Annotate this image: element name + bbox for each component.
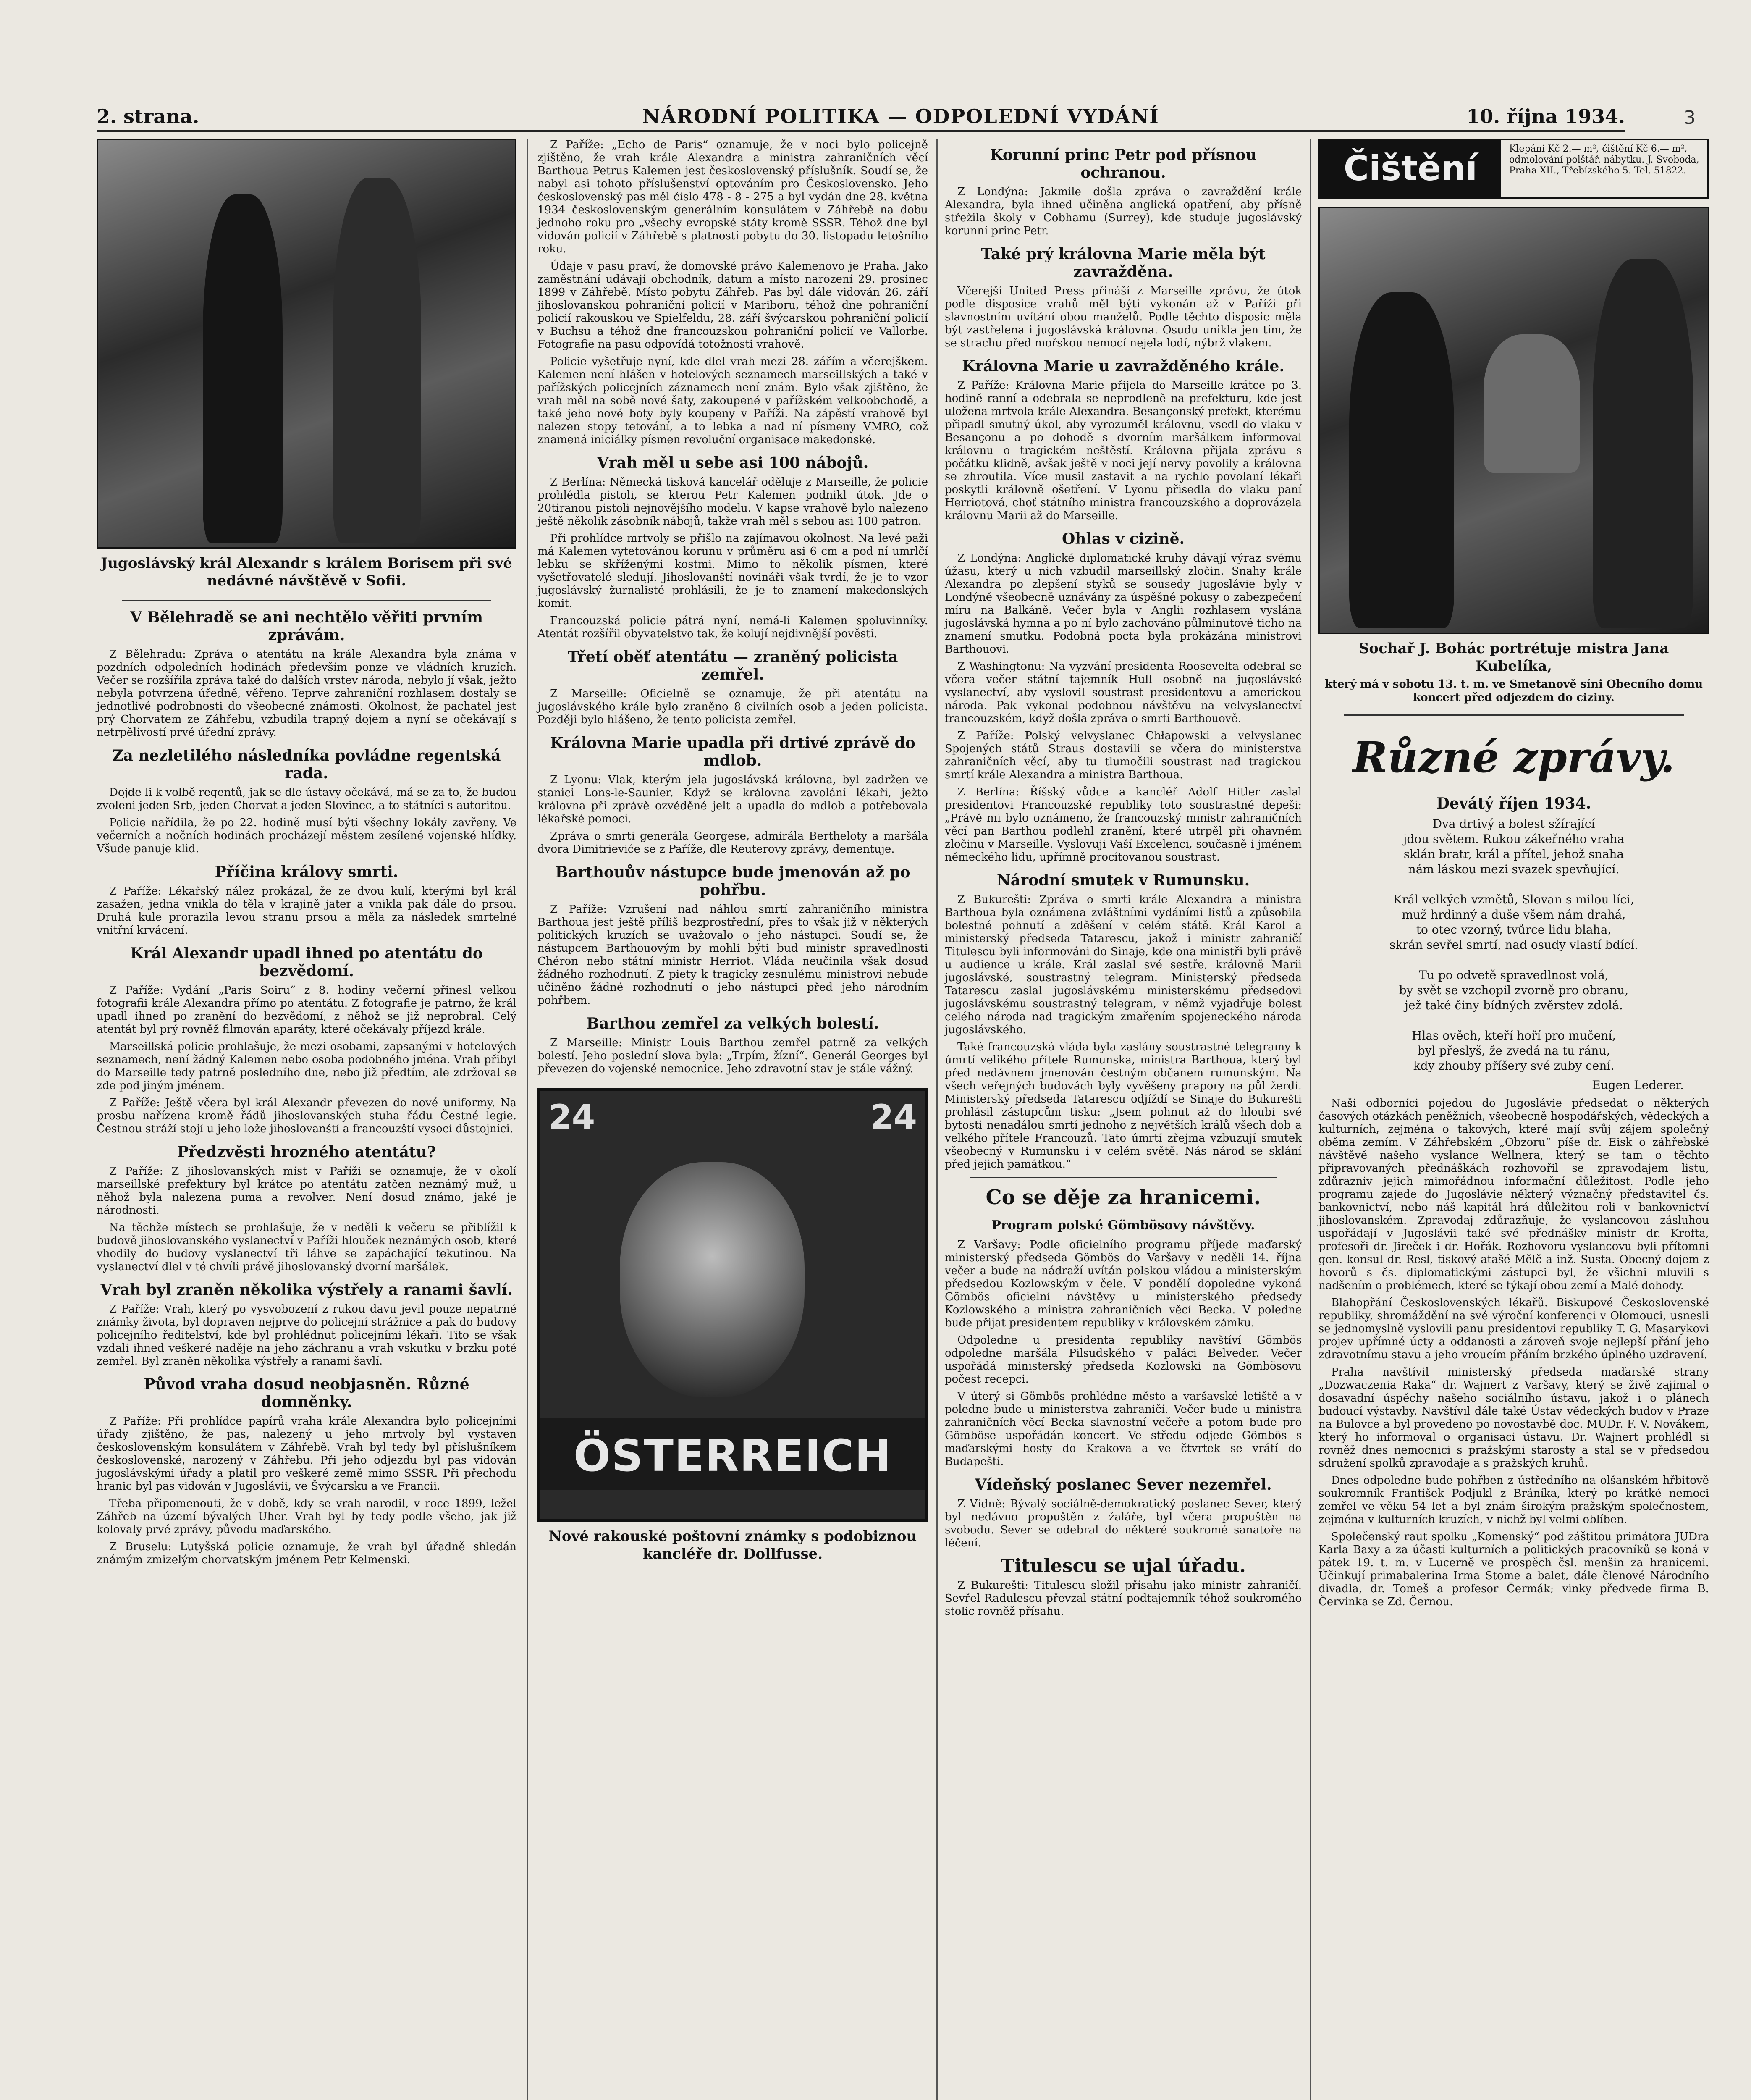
article-text: Z Bukurešti: Zpráva o smrti krále Alexandra a ministra Barthoua byla oznámena zvláštními vydáními listů a způsobila bolestné pohnutí a zděšení v celém státě. Král Karol a ministerský předseda Tatarescu, jakož i ministr zahraničí Titulescu byli informováni do Sinaje, kde ona ministři byli právě u audience u krále. Král zaslal své sestře, královně Marii jugoslávské, soustrastný telegram. Ministerský předseda Tatarescu zaslal jugoslávskému ministerskému předsedovi jugoslávskému soustrastný telegram, v němž vyjadřuje bolest celého národa nad tragickým zmařením spojeneckého národa jugoslávského. [945,893,1302,1036]
headline: Také prý královna Marie měla být zavražděna. [981,245,1266,281]
figure-silhouette [203,194,283,543]
column-rule [1310,139,1311,2100]
article-text: Marseillská policie prohlašuje, že mezi osobami, zapsanými v hotelových seznamech, není žádný Kalemen nebo osoba podobného jména. Vrah přibyl do Marseille tedy patrně posledního dne, nebo již předtím, ale zdržoval se zde pod jiným jménem. [97,1040,516,1092]
headline: Ohlas v cizině. [1062,530,1185,548]
headline: Za nezletilého následníka povládne regentská rada. [112,747,501,782]
stamp-value: 24 [548,1097,595,1137]
article-text: Dojde-li k volbě regentů, jak se dle ústavy očekává, má se za to, že budou zvoleni jeden Srb, jeden Chorvat a jeden Slovinec, a to státníci s autoritou. [97,786,516,812]
poem-line: sklán bratr, král a přítel, jehož snaha [1403,847,1624,861]
headline: V Bělehradě se ani nechtělo věřiti prvním zprávám. [130,609,483,644]
headline: Třetí oběť atentátu — zraněný policista zemřel. [567,648,898,683]
article-text: Z Vídně: Bývalý sociálně-demokratický poslanec Sever, který byl nedávno propuštěn z žaláře, byl včera propuštěn na svobodu. Sever se odebral do některé soukromé sanatoře na léčení. [945,1498,1302,1549]
headline: Král Alexandr upadl ihned po atentátu do bezvědomí. [130,945,483,980]
masthead: NÁRODNÍ POLITIKA — ODPOLEDNÍ VYDÁNÍ [642,105,1159,128]
news-item: Naši odborníci pojedou do Jugoslávie předsedat o některých časových otázkách peněžních, všeobecně hospodářských, vědeckých a kulturních, zejména o takových, které mají svůj zájem společný oběma zemím. V Záhřebském „Obzoru“ píše dr. Eisk o záhřebské návštěvě našeho vyslance Wellnera, který se tam o těchto připravovaných přednáškách rozhovořil se zpravodajem listu, zdůrazniv jejich mimořádnou informační důležitost. Podle jeho programu zajede do Jugoslávie některý význačný představitel čs. bankovnictví, nebo náš kapitál hrá důležitou roli v bankovnictví jihoslovanském. Zpravodaj zdůrazňuje, že vyslancovou zásluhou uspořádají v Jugoslávii také své přednášky ministr dr. Krofta, profesoři dr. Jireček i dr. Hořák. Rozhovoru vyslancovu byli přítomni gen. konsul dr. Resl, tiskový atašé Mělč a inž. Susta. Obecný dojem z hovorů s čs. diplomatickými zástupci byl, že všichni mluvili s nadšením o problémech, které se týkají obou zemí a Malé dohody. [1318,1097,1709,1292]
article-text: V úterý si Gömbös prohlédne město a varšavské letiště a v poledne bude u ministerstva zahraničí. Večer bude u ministra zahraničních věcí Becka slavnostní večeře a potom bude pro Gömböse uspořádán koncert. Ve středu odjede Gömbös s maďarskými hosty do Krakova a ve čtvrtek se vrátí do Budapešti. [945,1390,1302,1468]
headline: Vrah byl zraněn několika výstřely a ranami šavlí. [100,1281,513,1299]
headline: Korunní princ Petr pod přísnou ochranou. [990,146,1257,181]
headline: Příčina královy smrti. [215,863,398,881]
article-text: Zpráva o smrti generála Georgese, admirála Bertheloty a maršála dvora Dimitrieviće se z Paříže, dle Reuterovy zprávy, dementuje. [537,830,928,856]
poem-line [1318,1013,1709,1028]
subheadline: Program polské Gömbösovy návštěvy. [991,1218,1255,1233]
article-text: Z Londýna: Anglické diplomatické kruhy dávají výraz svému úžasu, který u nich vzbudil marseillský zločin. Snahy krále Alexandra po zlepšení styků se sousedy Jugoslávie byly v Londýně všeobecně uznávány za úspěšné pokusy o zabezpečení míru na Balkáně. Večer byla v Anglii rozhlasem vyslána jugoslávská hymna a po ní bylo zachováno půlminutové ticho na znamení smutku. Podobná pocta byla prokázána ministrovi Barthouovi. [945,552,1302,656]
poem-line: nám láskou mezi svazek spevňující. [1408,862,1620,876]
ad-text: Klepání Kč 2.— m², čištění Kč 6.— m², odmolování polštář. nábytku. J. Svoboda, Praha XII., Třebízského 5. Tel. 51822. [1509,144,1699,176]
article-text: Z Paříže: Královna Marie přijela do Marseille krátce po 3. hodině ranní a odebrala se neprodleně na prefekturu, kde jest uložena mrtvola krále Alexandra. Besançonský prefekt, kterému připadl smutný úkol, aby vyrozuměl královnu, vsedl do vlaku v Besançonu a po dohodě s dvorním maršálkem informoval královnu o tragickém neštěstí. Královna přijala zprávu s počátku klidně, avšak ještě v noci její nervy povolily a královna se zhroutila. Více musil zastavit a na rychlo povolaní lékaři poskytli královně ošetření. V Lyonu přisedla do vlaku paní Herriotová, choť státního ministra francouzského a doprovázela královnu Marii až do Marseille. [945,379,1302,522]
article-text: Z Paříže: Vrah, který po vysvobození z rukou davu jevil pouze nepatrné známky života, byl dopraven nejprve do policejní strážnice a pak do budovy policejního ředitelství, kde byl prohlédnut policejními lékaři. Tito se však vzdali ihned veškeré naděje na jeho záchranu a vrah vskutku v brzku poté zemřel. Byl zraněn několika výstřely a ranami šavlí. [97,1303,516,1368]
article-text: Údaje v pasu praví, že domovské právo Kalemenovo je Praha. Jako zaměstnání udávají obchodník, datum a místo narození 29. prosinec 1899 v Záhřebě. Místo pobytu Záhřeb. Pas byl dále vidován 26. září jihoslovanskou pohraniční policií v Mariboru, téhož dne pohraniční policií rakouskou ve Spielfeldu, 28. září švýcarskou pohraniční policií v Buchsu a téhož dne francouzskou pohraniční policií ve Vallorbe. Fotografie na pasu odpovídá totožnosti vrahově. [537,260,928,351]
figure-silhouette [333,178,421,543]
column-1 [97,139,516,1571]
article-text: Odpoledne u presidenta republiky navštíví Gömbös odpoledne maršála Pilsudského v paláci Belveder. Večer uspořádá ministerský předseda Kozlowski na Gömbösovu počest recepci. [945,1334,1302,1386]
poem-line [1318,953,1709,968]
stamp-caption: Nové rakouské poštovní známky s podobiznou kancléře dr. Dollfusse. [548,1528,917,1562]
headline: Královna Marie u zavražděného krále. [962,357,1284,375]
article-text: Z Paříže: Z jihoslovanských míst v Paříži se oznamuje, že v okolí marseillské prefektury byl krátce po atentátu zatčen neznámý muž, u něhož byla nalezena puma a revolver. Není dosud známo, jaké je národnosti. [97,1165,516,1217]
headline: Předzvěsti hrozného atentátu? [177,1143,436,1161]
article-text: Z Washingtonu: Na vyzvání presidenta Roosevelta odebral se včera večer státní tajemník Hull osobně na jugoslávské vyslanectví, aby vyslovil soustrast presidentovu a americkou národa. Pak vykonal podobnou návštěvu na velvyslanectví francouzském, když došla zpráva o smrti Barthouově. [945,660,1302,725]
article-text: Francouzská policie pátrá nyní, nemá-li Kalemen spoluvinníky. Atentát rozšířil obyvatelstvo tak, že kolují nejdivnější pověsti. [537,614,928,640]
news-item: Dnes odpoledne bude pohřben z ústředního na olšanském hřbitově soukromník František Podjukl z Bráníka, který po krátké nemoci zemřel ve věku 54 let a byl znám širokým pražským společnostem, zejména v kulturních kruzích, v nichž byl velmi oblíben. [1318,1474,1709,1526]
article-text: Z Bruselu: Lutyšská policie oznamuje, že vrah byl úřadně shledán známým zmizelým chorvatským jménem Petr Kelmenski. [97,1541,516,1566]
poem-line: muž hrdinný a duše všem nám drahá, [1402,908,1626,921]
article-text: Z Bukurešti: Titulescu složil přísahu jako ministr zahraničí. Sevřel Radulescu převzal státní podtajemník téhož soukromého stolic rovněž přísahu. [945,1579,1302,1618]
article-text: Z Paříže: Vydání „Paris Soiru“ z 8. hodiny večerní přinesl velkou fotografii krále Alexandra přímo po atentátu. Z fotografie je patrno, že král upadl ihned po zranění do bezvědomí, z něhož se již neprobral. Celý atentát byl prý rovněž filmován aparáty, které očekávaly příjezd krále. [97,984,516,1036]
article-text: Z Marseille: Oficielně se oznamuje, že při atentátu na jugoslávského krále bylo zraněno 8 civilních osob a jeden policista. Později bylo hlášeno, že tento policista zemřel. [537,688,928,726]
article-text: Z Paříže: Při prohlídce papírů vraha krále Alexandra bylo policejními úřady zjištěno, že pas, nalezený u jeho mrtvoly byl vystaven československým konsulátem v Záhřebě. Vrah byl tedy byl příslušníkem československé, narozený v Záhřebu. Při jeho odjezdu byl pas vidován jugoslávskými úřady a platil pro veškeré země mimo SSSR. Při přechodu hranic byl pas vidován v Jugoslávii, ve Švýcarsku a ve Francii. [97,1415,516,1493]
headline: Titulescu se ujal úřadu. [1001,1555,1246,1577]
article-text: Z Paříže: Vzrušení nad náhlou smrtí zahraničního ministra Barthoua jest ještě příliš bezprostřední, přes to však již v některých politických kruzích se uvažovalo o jeho nástupci. Soudí se, že nástupcem Barthouovým by mohli býti bud ministr spravedlnosti Chéron nebo státní ministr Herriot. Vláda neučinila však dosud žádného rozhodnutí. Z piety k tragicky zesnulému ministrovi nebude učiněno žádné rozhodnutí o jeho nástupci před jeho národním pohřbem. [537,903,928,1007]
photo-sculptor [1318,207,1709,634]
news-item: Blahopřání Československých lékařů. Biskupové Československé republiky, shromáždění na své výroční konferenci v Olomouci, usnesli se jednomyslně vyslovili panu presidentovi republiky T. G. Masarykovi projev upřímné úcty a oddanosti a zároveň svoje nejlepší přání jeho zdravotnímu stavu a jeho vroucím přáním brzkého úplného uzdravení. [1318,1297,1709,1361]
divider [1344,714,1684,716]
headline: Barthouův nástupce bude jmenován až po pohřbu. [555,864,910,899]
headline: Královna Marie upadla při drtivé zprávě do mdlob. [550,734,915,769]
photo-kings [97,139,516,549]
article-text: Policie nařídila, že po 22. hodině musí býti všechny lokály zavřeny. Ve večerních a nočních hodinách procházejí městem zesílené vojenské hlídky. Všude panuje klid. [97,816,516,855]
news-item: Společenský raut spolku „Komenský“ pod záštitou primátora JUDra Karla Baxy a za účasti kulturních a politických pracovníků se koná v pátek 19. t. m. v Lucerně ve prospěch čsl. menšin za hranicemi. Účinkují primabalerina Irma Stome a balet, dále členové Národního divadla, dr. Tomeš a profesor Čermák; vinky předvede firma B. Červinka se Zd. Černou. [1318,1530,1709,1608]
column-3 [945,139,1302,1622]
headline: Barthou zemřel za velkých bolestí. [586,1015,879,1032]
headline: Původ vraha dosud neobjasněn. Různé domněnky. [144,1376,469,1411]
divider [970,1177,1277,1178]
article-text: Z Bělehradu: Zpráva o atentátu na krále Alexandra byla známa v pozdních odpoledních hodinách především ponze ve vládních kruzích. Večer se rozšířila zpráva také do dalších vrstev národa, nebylo jí však, ježto nebyla potvrzena úředně, věřeno. Teprve zahraniční rozhlasem dostaly se jednotlivé podrobnosti do všeobecné známosti. Okolnost, že pachatel jest prý Chorvatem ze Záhřebu, vzbudila trapný dojem a nyní se očekávají s netrpělivostí prvé úřední zprávy. [97,648,516,739]
stamp-value: 24 [870,1097,917,1137]
advertisement [1318,139,1709,199]
divider [122,600,491,601]
headline: Vrah měl u sebe asi 100 nábojů. [597,454,869,472]
poem-line [1318,877,1709,892]
headline: Vídeňský poslanec Sever nezemřel. [975,1476,1272,1494]
photo-caption: Sochař J. Bohác portrétuje mistra Jana Kubelíka, [1358,640,1669,675]
article-text: Z Paříže: Polský velvyslanec Chłapowski a velvyslanec Spojených států Straus dostavili se včera do ministerstva zahraničních věcí, aby tu tlumočili soustrast nad tragickou smrtí krále Alexandra a ministra Barthoua. [945,730,1302,781]
article-text: Z Paříže: „Echo de Paris“ oznamuje, že v noci bylo policejně zjištěno, že vrah krále Alexandra a ministra zahraničních věcí Barthoua Petrus Kalemen jest československý příslušník. Soudí se, že nabyl asi tohoto příslušenství optováním pro Československo. Jeho československý pas měl číslo 478 - 8 - 275 a byl vydán dne 28. května 1934 československým generálním konsulátem v Záhřebě na dobu jednoho roku pro „všechy evropské státy kromě SSSR. Téhož dne byl vidován policií v Záhřebě s platností pobytu do 30. listopadu letošního roku. [537,139,928,255]
poem [1318,816,1709,1074]
stamp-country: ÖSTERREICH [573,1430,892,1481]
poem-line: jež také činy bídných zvěrstev zdolá. [1405,998,1623,1012]
page-number: 2. strana. [97,105,199,128]
poem-line: jdou světem. Rukou zákeřného vraha [1403,832,1625,846]
photo-caption: Jugoslávský král Alexandr s králem Borisem při své nedávné návštěvě v Sofii. [101,555,512,589]
photo-caption-detail: který má v sobotu 13. t. m. ve Smetanově síni Obecního domu koncert před odjezdem do ciziny. [1324,678,1703,704]
figure-silhouette [1349,292,1454,628]
section-title: Různé zprávy. [1353,732,1675,782]
headline: Národní smutek v Rumunsku. [996,872,1250,889]
poem-title: Devátý říjen 1934. [1436,795,1591,812]
article-text: Z Paříže: Ještě včera byl král Alexandr převezen do nové uniformy. Na prosbu nařízena kromě řádů jihoslovanských stuha řádu Čestné legie. Čestnou stráží stojí u jeho lože jihoslovanští a francouzští vysocí důstojníci. [97,1097,516,1135]
issue-date: 10. října 1934. [1466,105,1625,128]
poem-author: Eugen Lederer. [1592,1078,1684,1092]
poem-line: kdy zhouby příšery své zuby cení. [1413,1059,1615,1073]
stamp-image [537,1088,928,1522]
bust-sculpture [1484,334,1580,473]
article-text: Také francouzská vláda byla zaslány soustrastné telegramy k úmrtí velikého přítele Rumunska, ministra Barthoua, který byl před nedávnem jmenován čestným občanem rumunským. Na všech veřejných budovách byly vyvěšeny prapory na půl žerdi. Ministerský předseda Tatarescu odjíždí se Sinaje do Bukurešti prohlásil zástupcům tisku: „Jsem pohnut až do hloubi své bytosti nenadálou smrtí jednoho z největších králů všech dob a velkého přítele Francouzů. Tato úmrtí zřejma vzbuzují smutek všeobecný v Rumunsku i v celém světě. Nás národ se sklání před jejich památkou.“ [945,1041,1302,1171]
article-text: Z Marseille: Ministr Louis Barthou zemřel patrně za velkých bolestí. Jeho poslední slova byla: „Trpím, žízní“. Generál Georges byl převezen do vojenské nemocnice. Jeho zdravotní stav je stále vážný. [537,1037,928,1075]
poem-line: Tu po odvetě spravedlnost volá, [1419,968,1609,982]
figure-silhouette [1593,259,1693,628]
article-text: Z Lyonu: Vlak, kterým jela jugoslávská královna, byl zadržen ve stanici Lons-le-Saunier. Když se královna zavolání lékaři, ježto královna při zprávě ozvěděné jelt a upadla do mdlob a potřebovala lékařské pomoci. [537,774,928,825]
article-text: Včerejší United Press přináší z Marseille zprávu, že útok podle disposice vrahů měl býti vykonán až v Paříži při slavnostním uvítání obou manželů. Podle těchto disposic měla být zastřelena i jugoslávská královna. Osudu unikla jen tím, že se strachu před mořskou nemocí nejela lodí, nýbrž vlakem. [945,285,1302,349]
column-2 [537,139,928,1573]
article-text: Z Paříže: Lékařský nález prokázal, že ze dvou kulí, kterými byl král zasažen, jedna vnikla do těla v krajině jater a vnikla pak dále do prsou. Druhá kule prorazila levou stranu prsou a měla za následek smrtelné vnitřní krvácení. [97,885,516,937]
column-rule [527,139,528,2100]
article-text: Při prohlídce mrtvoly se přišlo na zajímavou okolnost. Na levé paži má Kalemen vytetovánou korunu v průměru asi 6 cm a pod ní umrlčí lebku se skříženými kostmi. Mimo to několik písmen, které vyšetřovatelé sledují. Jihoslovanští novináři však tvrdí, že je to vzor jugoslávský žurnalisté prohlásili, že je to znamení makedonských komit. [537,532,928,610]
poem-line: to otec vzorný, tvůrce lidu blaha, [1416,923,1612,937]
poem-line: byl přeslyš, že zvedá na tu ránu, [1417,1044,1610,1058]
article-text: Na těchže místech se prohlašuje, že v neděli k večeru se přiblížil k budově jihoslovanského vyslanectví v Paříži hlouček neznámých osob, které vhodily do budovy vyslanectví tři láhve se zapáchající tekutinou. Na vyslanectví dlel v té chvíli právě jihoslovanský dvorní maršálek. [97,1221,516,1273]
article-text: Z Berlína: Říšský vůdce a kancléř Adolf Hitler zaslal presidentovi Francouzské republiky toto soustrastné depeši: „Právě mi bylo oznámeno, že francouzský ministr zahraničních věcí pan Barthou podlehl zranění, které utrpěl při ohavném zločinu v Marseille. Vyslovuji Vaší Excelenci, současně i jménem německého lidu, upřímně procítovanou soustrast. [945,786,1302,864]
article-text: Z Varšavy: Podle oficielního programu příjede maďarský ministerský předseda Gömbös do Varšavy v neděli 14. října večer a bude na nádraží uvítán polskou vládou a ministerským předsedou Kozlowským v čele. V pondělí dopoledne vykoná Gömbös oficielní návštěvy u ministerského předsedy Kozlowského a ministra zahraničních věcí Becka. V poledne bude přijat presidentem republiky v královském zámku. [945,1239,1302,1329]
poem-line: by svět se vzchopil zvorně pro obranu, [1399,983,1629,997]
poem-line: Dva drtivý a bolest sžírající [1432,817,1595,831]
column-rule [936,139,938,2100]
poem-line: skrán sevřel smrtí, nad osudy vlastí bdící. [1389,938,1638,952]
handwritten-mark: 3 [1684,107,1696,129]
news-item: Praha navštívil ministerský předseda maďarské strany „Dozwaczenia Raka“ dr. Wajnert z Varšavy, který se živě zajímal o dosavadní úspěchy našeho sociálního ústavu, jakož i o plánech budoucí výstavby. Navštívil dále také Ústav vědeckých budov v Praze na Bulovce a byl provedeno po novostavbě doc. MUDr. F. V. Novákem, který ho informoval o organisaci ústavu. Dr. Wajnert prohlédl si rovněž dnes nemocnici s pražskými starosty a stal se v předsedou sdružení spolků zpravodaje a s pražských kruhů. [1318,1366,1709,1470]
article-text: Z Londýna: Jakmile došla zpráva o zavraždění krále Alexandra, byla ihned učiněna anglická opatření, aby přísně střežila školy v Cobhamu (Surrey), kde studuje jugoslávský korunní princ Petr. [945,186,1302,237]
article-text: Třeba připomenouti, že v době, kdy se vrah narodil, v roce 1899, ležel Záhřeb na území bývalých Uher. Vrah byl by tedy podle všeho, jak již kolovaly prvé zprávy, původu maďarského. [97,1497,516,1536]
poem-line: Hlas ověch, kteří hoří pro mučení, [1411,1029,1616,1042]
section-headline: Co se děje za hranicemi. [986,1186,1261,1209]
column-4 [1318,139,1709,1613]
page-header [97,101,1625,132]
article-text: Z Berlína: Německá tisková kancelář oděluje z Marseille, že policie prohlédla pistoli, se kterou Petr Kalemen podnikl útok. Jde o 20tiranou pistoli nejnovějšího modelu. V kapse vrahově bylo nalezeno ještě několik zásobník nábojů, takže vrah měl s sebou asi 100 patron. [537,476,928,528]
ad-title: Čištění [1320,140,1501,197]
poem-line: Král velkých vzmětů, Slovan s milou líci, [1393,892,1634,906]
portrait-silhouette [620,1162,805,1397]
article-text: Policie vyšetřuje nyní, kde dlel vrah mezi 28. zářím a včerejškem. Kalemen není hlášen v hotelových seznamech marseillských a také v pařížských policejních záznamech není znám. Bylo však zjištěno, že vrah měl na sobě nové šaty, zakoupené v pařížském velkoobchodě, a také jeho nové boty byly koupeny v Paříži. Na zápěstí vrahově byl nalezen stopy tetování, a to lebka a nad ní písmeny VMRO, což znamená iniciálky písmen revoluční organisace makedonské. [537,355,928,446]
